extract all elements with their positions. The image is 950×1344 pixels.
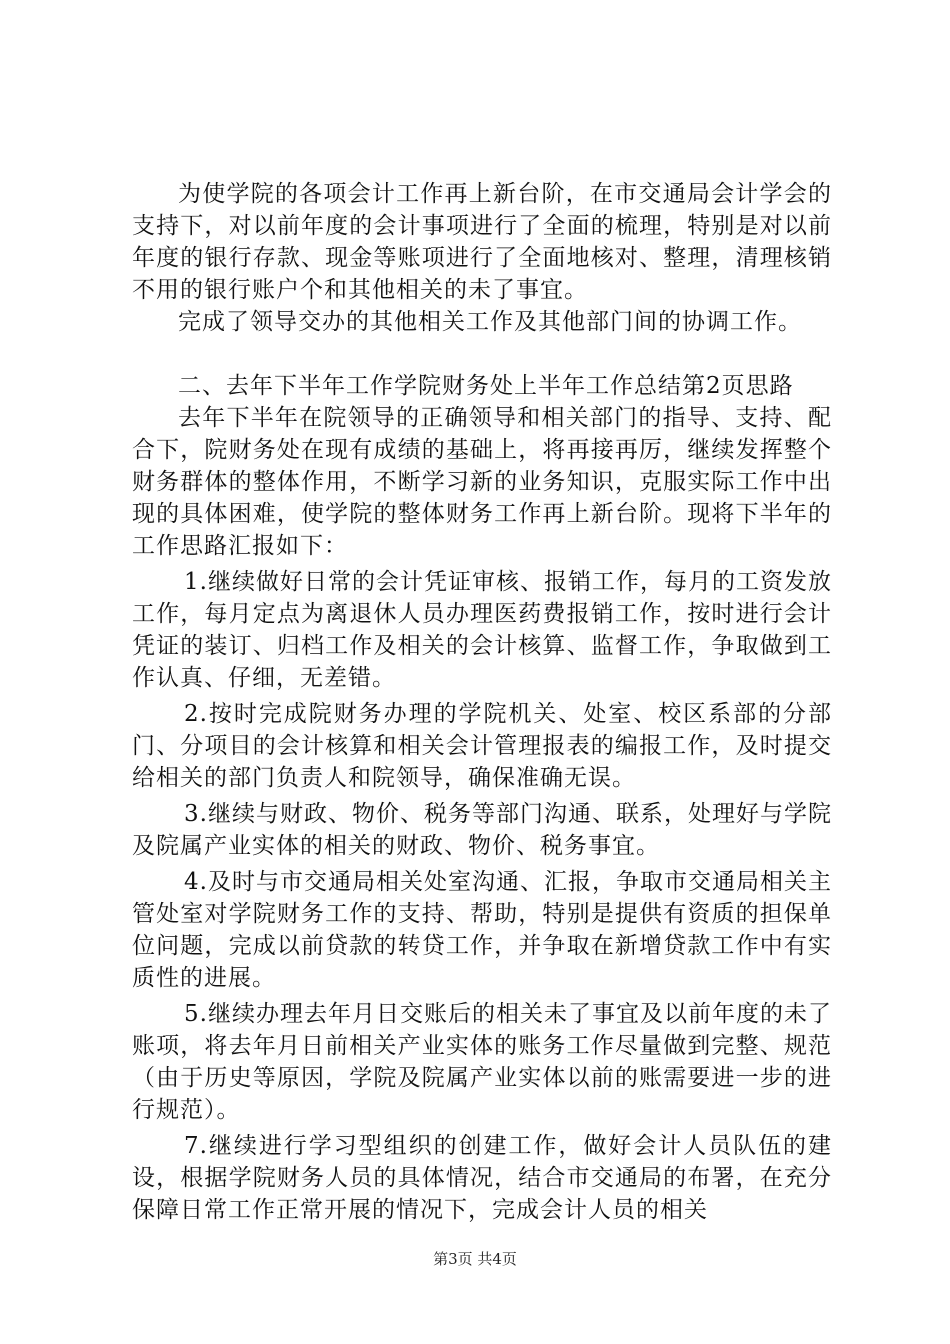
section-heading: 二、去年下半年工作学院财务处上半年工作总结第2页思路	[178, 373, 794, 399]
list-item-2: 2.按时完成院财务办理的学院机关、处室、校区系部的分部门、分项目的会计核算和相关会计管理报表的编报工作，及时提交给相关的部门负责人和院领导，确保准确无误。	[132, 701, 832, 791]
list-item-7: 7.继续进行学习型组织的创建工作，做好会计人员队伍的建设，根据学院财务人员的具体情况，结合市交通局的布署，在充分保障日常工作正常开展的情况下，完成会计人员的相关	[132, 1133, 832, 1223]
list-item-1: 1.继续做好日常的会计凭证审核、报销工作，每月的工资发放工作，每月定点为离退休人员办理医药费报销工作，按时进行会计凭证的装订、归档工作及相关的会计核算、监督工作，争取做到工作认真、仔细，无差错。	[132, 569, 832, 691]
list-item-3: 3.继续与财政、物价、税务等部门沟通、联系，处理好与学院及院属产业实体的相关的财政、物价、税务事宜。	[132, 801, 832, 859]
document-body	[132, 178, 832, 1226]
page-number: 第3页 共4页	[433, 1250, 517, 1268]
paragraph-gap	[132, 338, 832, 370]
paragraph-coordination: 完成了领导交办的其他相关工作及其他部门间的协调工作。	[178, 309, 802, 335]
page-footer	[0, 1248, 950, 1269]
paragraph-account-review: 为使学院的各项会计工作再上新台阶，在市交通局会计学会的支持下，对以前年度的会计事项进行了全面的梳理，特别是对以前年度的银行存款、现金等账项进行了全面地核对、整理，清理核销不用的银行账户个和其他相关的未了事宜。	[132, 181, 832, 303]
list-item-4: 4.及时与市交通局相关处室沟通、汇报，争取市交通局相关主管处室对学院财务工作的支持、帮助，特别是提供有资质的担保单位问题，完成以前贷款的转贷工作，并争取在新增贷款工作中有实质性的进展。	[132, 869, 832, 991]
list-item-5: 5.继续办理去年月日交账后的相关未了事宜及以前年度的未了账项，将去年月日前相关产业实体的账务工作尽量做到完整、规范（由于历史等原因，学院及院属产业实体以前的账需要进一步的进行规范）。	[132, 1001, 832, 1123]
paragraph-intro: 去年下半年在院领导的正确领导和相关部门的指导、支持、配合下，院财务处在现有成绩的基础上，将再接再厉，继续发挥整个财务群体的整体作用，不断学习新的业务知识，克服实际工作中出现的具体困难，使学院的整体财务工作再上新台阶。现将下半年的工作思路汇报如下：	[132, 405, 832, 559]
